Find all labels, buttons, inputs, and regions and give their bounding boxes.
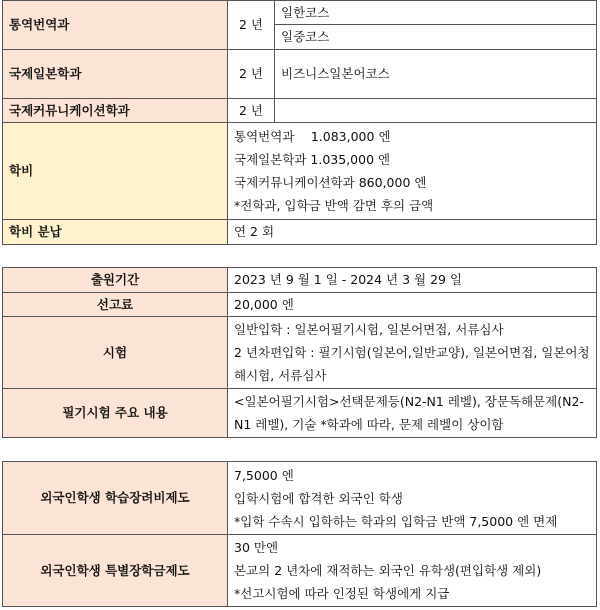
fee-value: 20,000 엔 (228, 293, 597, 317)
scholarship-label: 외국인학생 특별장학금제도 (3, 535, 228, 607)
dept-years: 2 년 (228, 50, 275, 99)
scholarship-line: 본교의 2 년차에 재적하는 외국인 유학생(편입학생 제외) (234, 563, 542, 578)
scholarship-details (228, 462, 597, 535)
tuition-note: *전학과, 입학금 반액 감면 후의 금액 (234, 198, 434, 213)
application-table (2, 267, 597, 438)
course-name (275, 99, 597, 123)
scholarship-note: *선고시험에 따라 인정된 학생에게 지급 (234, 586, 450, 601)
dept-name: 통역번역과 (3, 1, 228, 50)
installment-value: 연 2 회 (228, 220, 597, 245)
dept-name: 국제커뮤니케이션학과 (3, 99, 228, 123)
dept-name: 국제일본학과 (3, 50, 228, 99)
tuition-line: 통역번역과 1.083,000 엔 (234, 129, 391, 144)
scholarship-table (2, 461, 597, 607)
department-table (2, 0, 597, 245)
scholarship-line: 입학시험에 합격한 외국인 학생 (234, 490, 403, 506)
fee-label: 선고료 (3, 293, 228, 317)
tuition-details (228, 123, 597, 220)
tuition-line: 국제커뮤니케이션학과 860,000 엔 (234, 175, 427, 190)
dept-years: 2 년 (228, 1, 275, 50)
course-name: 일한코스 (275, 1, 597, 25)
written-exam-value: <일본어필기시험>선택문제등(N2-N1 레벨), 장문독해문제(N2-N1 레벨), 기술 *학과에 따라, 문제 레벨이 상이함 (228, 389, 597, 438)
exam-line: 일반입학 : 일본어필기시험, 일본어면접, 서류심사 (234, 322, 504, 337)
course-name: 비즈니스일본어코스 (275, 50, 597, 99)
scholarship-amount: 30 만엔 (234, 540, 279, 555)
scholarship-details (228, 535, 597, 607)
written-exam-label: 필기시험 주요 내용 (3, 389, 228, 438)
scholarship-amount: 7,5000 엔 (234, 467, 294, 483)
tuition-line: 국제일본학과 1.035,000 엔 (234, 152, 391, 167)
dept-years: 2 년 (228, 99, 275, 123)
installment-label: 학비 분납 (3, 220, 228, 245)
course-name: 일중코스 (275, 25, 597, 50)
exam-line: 2 년차편입학 : 필기시험(일본어,일반교양), 일본어면접, 일본어청해시험, 서류심사 (234, 345, 590, 383)
scholarship-label: 외국인학생 학습장려비제도 (3, 462, 228, 535)
period-value: 2023 년 9 월 1 일 - 2024 년 3 월 29 일 (228, 268, 597, 293)
exam-label: 시험 (3, 317, 228, 389)
exam-details (228, 317, 597, 389)
scholarship-note: *입학 수속시 입학하는 학과의 입학금 반액 7,5000 엔 면제 (234, 513, 558, 529)
tuition-label: 학비 (3, 123, 228, 220)
period-label: 출원기간 (3, 268, 228, 293)
